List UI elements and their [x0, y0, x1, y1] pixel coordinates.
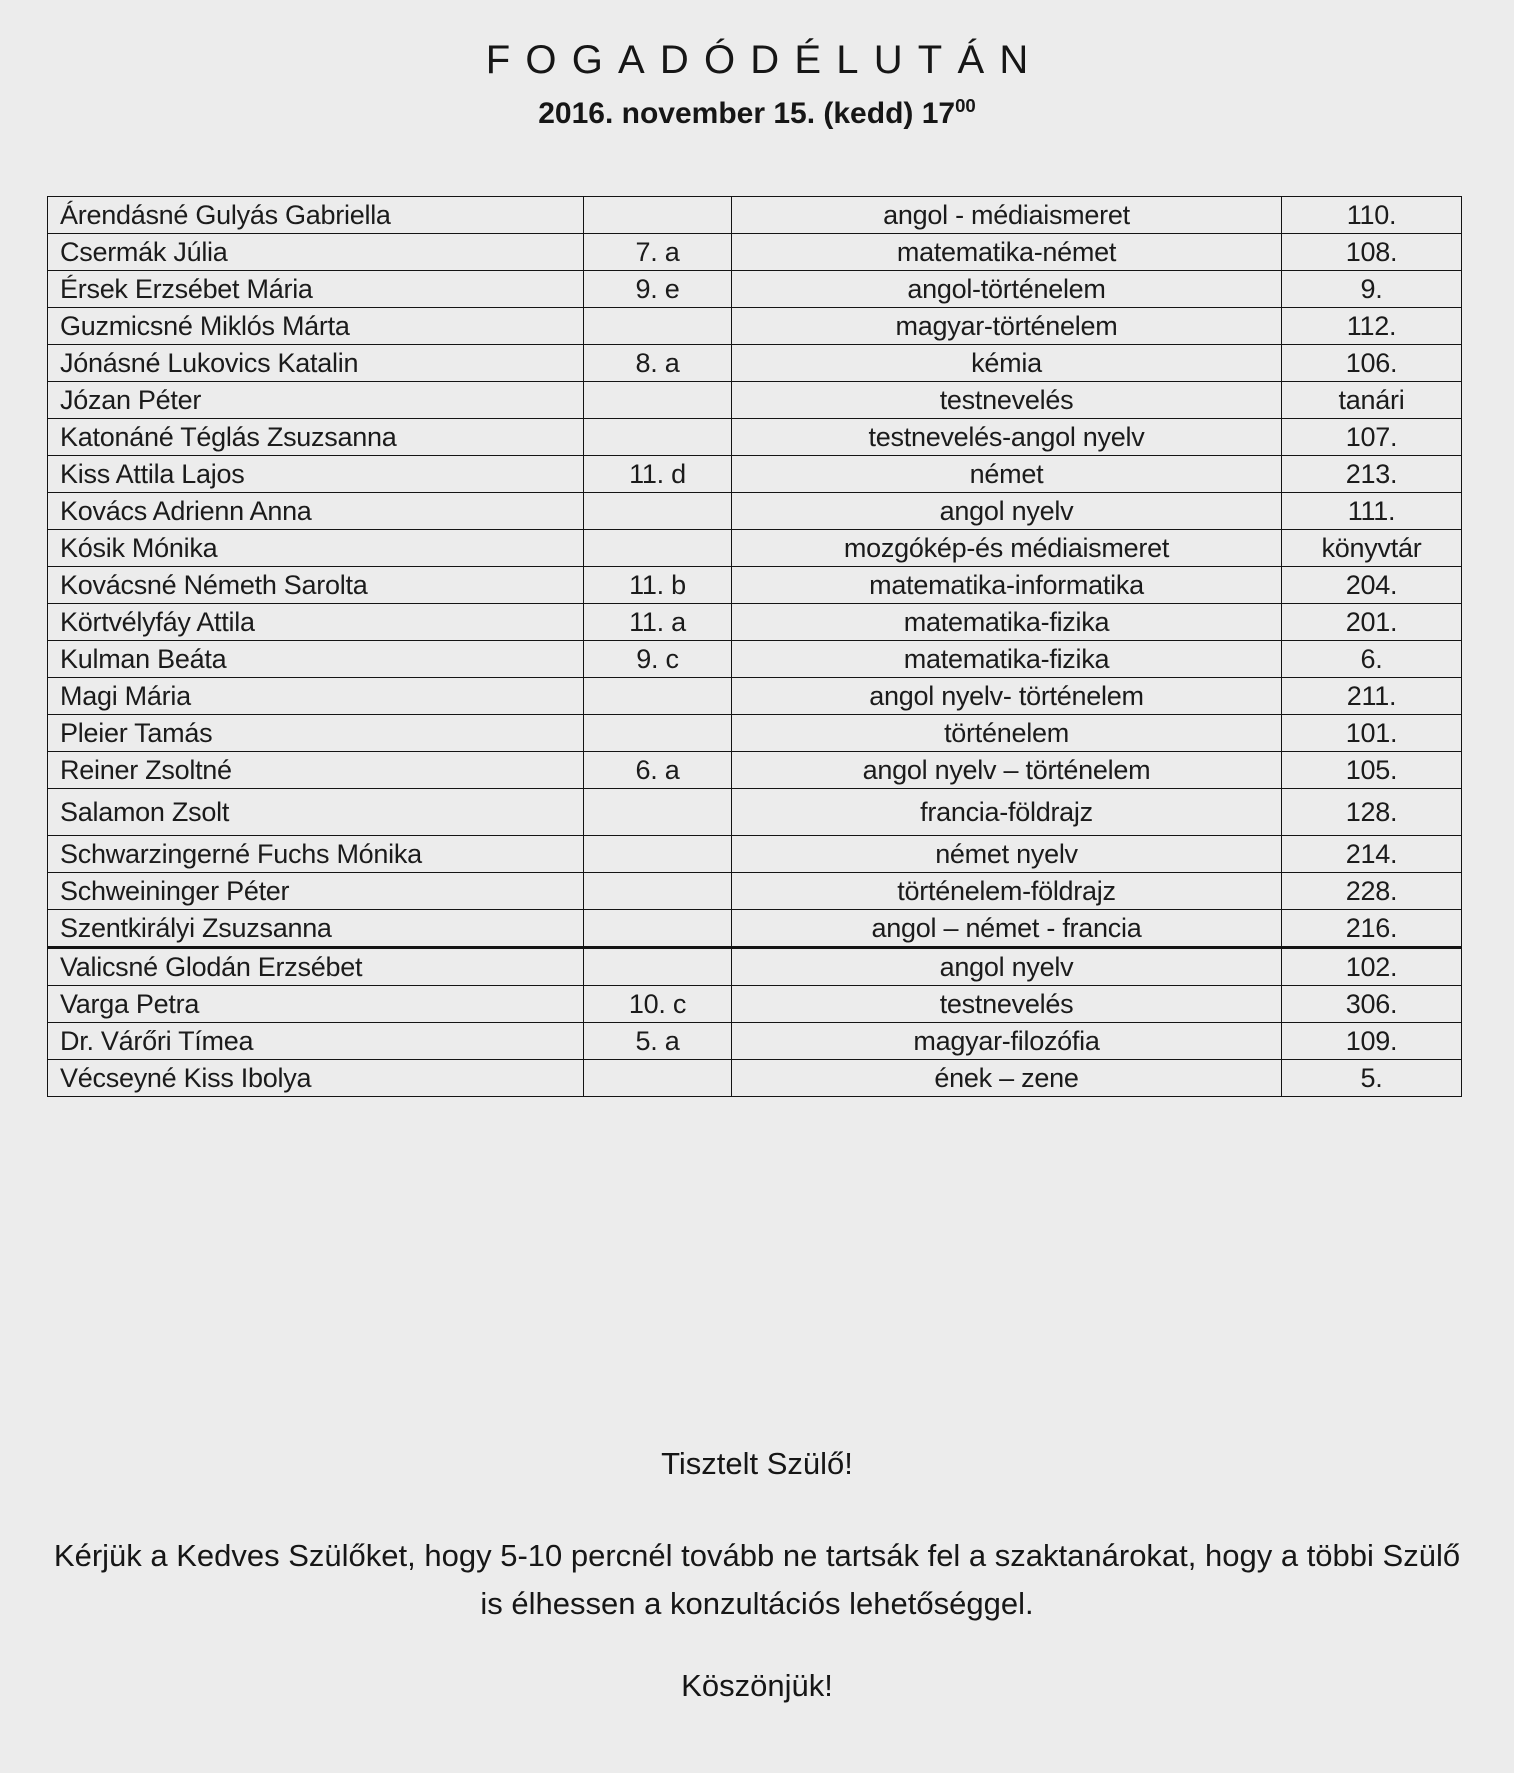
table-row: [48, 948, 1462, 986]
teacher-name-cell: Érsek Erzsébet Mária: [48, 271, 584, 308]
subjects-cell: angol nyelv: [732, 948, 1282, 986]
table-row: [48, 567, 1462, 604]
class-cell: [584, 789, 732, 836]
schedule-table-body: [48, 197, 1462, 1097]
class-cell: [584, 419, 732, 456]
event-date-subtitle: [0, 97, 1514, 131]
room-cell: 112.: [1282, 308, 1462, 345]
teacher-name-cell: Schweininger Péter: [48, 873, 584, 910]
teacher-name-cell: Kulman Beáta: [48, 641, 584, 678]
room-cell: 211.: [1282, 678, 1462, 715]
subjects-cell: ének – zene: [732, 1060, 1282, 1097]
subjects-cell: angol nyelv: [732, 493, 1282, 530]
table-row: [48, 641, 1462, 678]
class-cell: [584, 1060, 732, 1097]
room-cell: tanári: [1282, 382, 1462, 419]
table-row: [48, 910, 1462, 948]
teacher-name-cell: Kovácsné Németh Sarolta: [48, 567, 584, 604]
subjects-cell: matematika-német: [732, 234, 1282, 271]
room-cell: 6.: [1282, 641, 1462, 678]
subjects-cell: kémia: [732, 345, 1282, 382]
table-row: [48, 197, 1462, 234]
table-row: [48, 678, 1462, 715]
table-row: [48, 1023, 1462, 1060]
class-cell: [584, 382, 732, 419]
teacher-name-cell: Kósik Mónika: [48, 530, 584, 567]
teacher-name-cell: Guzmicsné Miklós Márta: [48, 308, 584, 345]
room-cell: 106.: [1282, 345, 1462, 382]
subjects-cell: német nyelv: [732, 836, 1282, 873]
class-cell: [584, 678, 732, 715]
table-row: [48, 789, 1462, 836]
subjects-cell: angol – német - francia: [732, 910, 1282, 948]
class-cell: 11. a: [584, 604, 732, 641]
table-row: [48, 382, 1462, 419]
teacher-name-cell: Katonáné Téglás Zsuzsanna: [48, 419, 584, 456]
subjects-cell: történelem: [732, 715, 1282, 752]
class-cell: 9. c: [584, 641, 732, 678]
subjects-cell: testnevelés-angol nyelv: [732, 419, 1282, 456]
event-date-text: 2016. november 15. (kedd) 17: [538, 97, 956, 130]
subjects-cell: magyar-filozófia: [732, 1023, 1282, 1060]
room-cell: 128.: [1282, 789, 1462, 836]
table-row: [48, 752, 1462, 789]
room-cell: 201.: [1282, 604, 1462, 641]
class-cell: [584, 836, 732, 873]
subjects-cell: történelem-földrajz: [732, 873, 1282, 910]
teacher-name-cell: Magi Mária: [48, 678, 584, 715]
table-row: [48, 493, 1462, 530]
table-row: [48, 345, 1462, 382]
teacher-schedule-table: [47, 196, 1462, 1097]
teacher-name-cell: Pleier Tamás: [48, 715, 584, 752]
subjects-cell: angol - médiaismeret: [732, 197, 1282, 234]
subjects-cell: testnevelés: [732, 986, 1282, 1023]
class-cell: [584, 948, 732, 986]
teacher-name-cell: Körtvélyfáy Attila: [48, 604, 584, 641]
subjects-cell: matematika-fizika: [732, 604, 1282, 641]
room-cell: 306.: [1282, 986, 1462, 1023]
table-row: [48, 986, 1462, 1023]
table-row: [48, 836, 1462, 873]
footer-thanks: Köszönjük!: [681, 1668, 833, 1703]
class-cell: [584, 530, 732, 567]
room-cell: 204.: [1282, 567, 1462, 604]
room-cell: 102.: [1282, 948, 1462, 986]
class-cell: 6. a: [584, 752, 732, 789]
teacher-name-cell: Kovács Adrienn Anna: [48, 493, 584, 530]
table-row: [48, 271, 1462, 308]
table-row: [48, 873, 1462, 910]
document-header: [0, 38, 1514, 131]
teacher-name-cell: Szentkirályi Zsuzsanna: [48, 910, 584, 948]
table-row: [48, 308, 1462, 345]
teacher-name-cell: Jónásné Lukovics Katalin: [48, 345, 584, 382]
room-cell: 9.: [1282, 271, 1462, 308]
class-cell: 11. b: [584, 567, 732, 604]
class-cell: [584, 873, 732, 910]
class-cell: 9. e: [584, 271, 732, 308]
class-cell: [584, 715, 732, 752]
room-cell: 109.: [1282, 1023, 1462, 1060]
table-row: [48, 530, 1462, 567]
subjects-cell: mozgókép-és médiaismeret: [732, 530, 1282, 567]
teacher-name-cell: Valicsné Glodán Erzsébet: [48, 948, 584, 986]
subjects-cell: angol nyelv – történelem: [732, 752, 1282, 789]
room-cell: 101.: [1282, 715, 1462, 752]
subjects-cell: matematika-informatika: [732, 567, 1282, 604]
class-cell: [584, 197, 732, 234]
footer-notice: Kérjük a Kedves Szülőket, hogy 5-10 percnél tovább ne tartsák fel a szaktanárokat, hogy a többi Szülő is élhessen a konzultációs lehetőséggel.: [53, 1538, 1461, 1621]
class-cell: 10. c: [584, 986, 732, 1023]
subjects-cell: matematika-fizika: [732, 641, 1282, 678]
room-cell: 111.: [1282, 493, 1462, 530]
teacher-name-cell: Árendásné Gulyás Gabriella: [48, 197, 584, 234]
room-cell: 228.: [1282, 873, 1462, 910]
room-cell: 110.: [1282, 197, 1462, 234]
room-cell: 216.: [1282, 910, 1462, 948]
table-row: [48, 234, 1462, 271]
page-title: FOGADÓDÉLUTÁN: [485, 38, 1044, 82]
subjects-cell: magyar-történelem: [732, 308, 1282, 345]
class-cell: 7. a: [584, 234, 732, 271]
subjects-cell: testnevelés: [732, 382, 1282, 419]
teacher-name-cell: Salamon Zsolt: [48, 789, 584, 836]
teacher-name-cell: Józan Péter: [48, 382, 584, 419]
teacher-name-cell: Csermák Júlia: [48, 234, 584, 271]
class-cell: 5. a: [584, 1023, 732, 1060]
teacher-name-cell: Varga Petra: [48, 986, 584, 1023]
teacher-name-cell: Schwarzingerné Fuchs Mónika: [48, 836, 584, 873]
subjects-cell: német: [732, 456, 1282, 493]
subjects-cell: francia-földrajz: [732, 789, 1282, 836]
class-cell: [584, 910, 732, 948]
room-cell: könyvtár: [1282, 530, 1462, 567]
teacher-name-cell: Reiner Zsoltné: [48, 752, 584, 789]
table-row: [48, 419, 1462, 456]
room-cell: 213.: [1282, 456, 1462, 493]
room-cell: 5.: [1282, 1060, 1462, 1097]
class-cell: [584, 493, 732, 530]
room-cell: 214.: [1282, 836, 1462, 873]
subjects-cell: angol-történelem: [732, 271, 1282, 308]
room-cell: 107.: [1282, 419, 1462, 456]
room-cell: 105.: [1282, 752, 1462, 789]
teacher-name-cell: Kiss Attila Lajos: [48, 456, 584, 493]
table-row: [48, 456, 1462, 493]
table-row: [48, 604, 1462, 641]
room-cell: 108.: [1282, 234, 1462, 271]
class-cell: 8. a: [584, 345, 732, 382]
table-row: [48, 1060, 1462, 1097]
table-row: [48, 715, 1462, 752]
footer-greeting: Tisztelt Szülő!: [661, 1446, 853, 1481]
teacher-name-cell: Vécseyné Kiss Ibolya: [48, 1060, 584, 1097]
teacher-name-cell: Dr. Várőri Tímea: [48, 1023, 584, 1060]
class-cell: 11. d: [584, 456, 732, 493]
class-cell: [584, 308, 732, 345]
subjects-cell: angol nyelv- történelem: [732, 678, 1282, 715]
event-time-superscript: 00: [955, 95, 976, 116]
